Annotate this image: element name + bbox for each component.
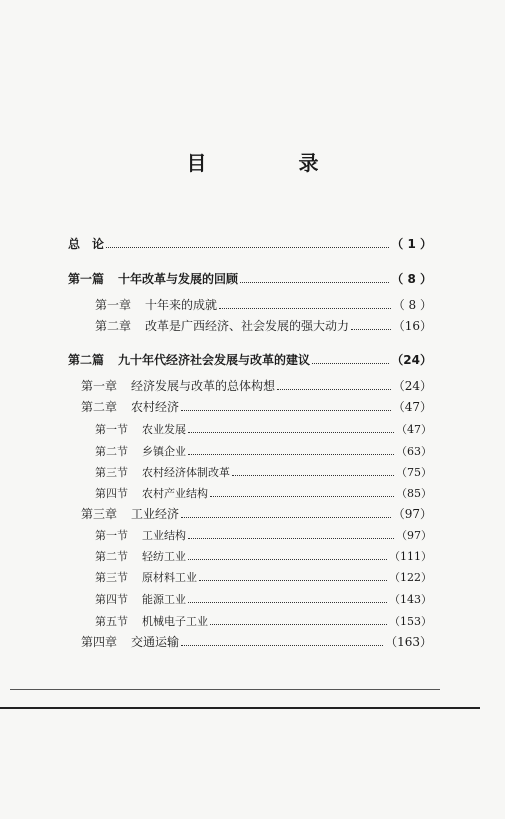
toc-leader-dots <box>351 329 391 330</box>
toc-entry <box>95 481 432 501</box>
toc-leader-dots <box>232 475 394 476</box>
toc-entry <box>95 544 432 564</box>
toc-leader-dots <box>219 308 391 309</box>
toc-entry-page: （63） <box>396 445 432 458</box>
toc-entry <box>95 565 432 585</box>
toc-entry-page: （47） <box>392 400 432 414</box>
toc-entry-title: 交通运输 <box>131 635 180 649</box>
toc-leader-dots <box>199 580 387 581</box>
toc-leader-dots <box>188 602 387 603</box>
page-rule-faint <box>10 689 440 690</box>
toc-entry-number: 第一章 <box>95 298 132 312</box>
toc-entry-title: 原材料工业 <box>142 571 197 584</box>
toc-leader-dots <box>181 517 391 518</box>
toc-entry-page: （111） <box>389 550 432 563</box>
toc-entry-page: （122） <box>389 571 432 584</box>
toc-entry-title: 十年来的成就 <box>145 298 218 312</box>
toc-entry-title: 农村产业结构 <box>142 487 208 500</box>
toc-entry-page: （75） <box>396 466 432 479</box>
toc-entry-title: 十年改革与发展的回顾 <box>118 272 239 286</box>
toc-leader-dots <box>210 624 387 625</box>
toc-entry-page: （16） <box>392 319 432 333</box>
toc-entry-number: 第二篇 <box>68 353 105 367</box>
toc-entry-page: （163） <box>385 635 432 649</box>
toc-entry <box>95 314 432 334</box>
toc-entry-page: （ 8 ） <box>392 298 432 312</box>
toc-entry-title: 九十年代经济社会发展与改革的建议 <box>118 353 311 367</box>
toc-entry-title: 农村经济 <box>131 400 180 414</box>
toc-entry <box>68 348 432 368</box>
toc-leader-dots <box>277 389 391 390</box>
toc-entry-page: （153） <box>389 615 432 628</box>
toc-leader-dots <box>210 496 394 497</box>
toc-entry-page: （ 8 ） <box>391 272 432 286</box>
toc-leader-dots <box>188 454 394 455</box>
toc-entry-title: 经济发展与改革的总体构想 <box>131 379 276 393</box>
toc-entry <box>68 232 432 252</box>
toc-entry-title: 改革是广西经济、社会发展的强大动力 <box>145 319 350 333</box>
toc-entry-number: 第一篇 <box>68 272 105 286</box>
toc-entry-title: 农村经济体制改革 <box>142 466 230 479</box>
toc-entry-number: 第三节 <box>95 466 128 479</box>
toc-entry-title: 轻纺工业 <box>142 550 186 563</box>
toc-entry <box>95 293 432 313</box>
toc-entry-title: 乡镇企业 <box>142 445 186 458</box>
toc-entry-page: （24） <box>391 353 432 367</box>
toc-entry-number: 第一节 <box>95 423 128 436</box>
toc-leader-dots <box>188 538 394 539</box>
toc-entry <box>95 460 432 480</box>
toc-leader-dots <box>188 559 387 560</box>
toc-entry-number: 第一节 <box>95 529 128 542</box>
page-rule <box>0 707 480 709</box>
toc-entry-title: 工业结构 <box>142 529 186 542</box>
toc-entry-number: 第三节 <box>95 571 128 584</box>
toc-entry-number: 第四章 <box>81 635 118 649</box>
toc-leader-dots <box>181 410 391 411</box>
toc-entry-page: （24） <box>392 379 432 393</box>
toc-entry-number: 第三章 <box>81 507 118 521</box>
toc-entry <box>81 374 432 394</box>
toc-entry-number: 第二节 <box>95 445 128 458</box>
toc-entry-title: 能源工业 <box>142 593 186 606</box>
toc-entry-number: 总 论 <box>68 237 105 251</box>
toc-entry-title: 工业经济 <box>131 507 180 521</box>
toc-entry <box>95 523 432 543</box>
toc-entry-number: 第四节 <box>95 487 128 500</box>
toc-entry-number: 第五节 <box>95 615 128 628</box>
toc-entry-page: （47） <box>396 423 432 436</box>
toc-entry <box>95 439 432 459</box>
toc-entry-page: （97） <box>392 507 432 521</box>
toc-leader-dots <box>240 282 389 283</box>
toc-entry <box>68 267 432 287</box>
toc-entry-page: （ 1 ） <box>391 237 432 251</box>
toc-leader-dots <box>106 247 389 248</box>
toc-entry-number: 第二节 <box>95 550 128 563</box>
toc-entry-title: 机械电子工业 <box>142 615 208 628</box>
toc-leader-dots <box>312 363 389 364</box>
toc-entry-page: （85） <box>396 487 432 500</box>
toc-entry-title: 农业发展 <box>142 423 186 436</box>
toc-entry <box>95 417 432 437</box>
toc-entry-number: 第四节 <box>95 593 128 606</box>
toc-leader-dots <box>188 432 394 433</box>
page-title: 目 录 <box>186 151 355 175</box>
toc-leader-dots <box>181 645 383 646</box>
toc-entry-number: 第二章 <box>81 400 118 414</box>
toc-entry <box>81 502 432 522</box>
toc-entry <box>81 395 432 415</box>
toc-entry-page: （143） <box>389 593 432 606</box>
toc-entry <box>95 609 432 629</box>
toc-entry-number: 第二章 <box>95 319 132 333</box>
toc-entry <box>81 630 432 650</box>
toc-entry-number: 第一章 <box>81 379 118 393</box>
toc-entry <box>95 587 432 607</box>
toc-entry-page: （97） <box>396 529 432 542</box>
